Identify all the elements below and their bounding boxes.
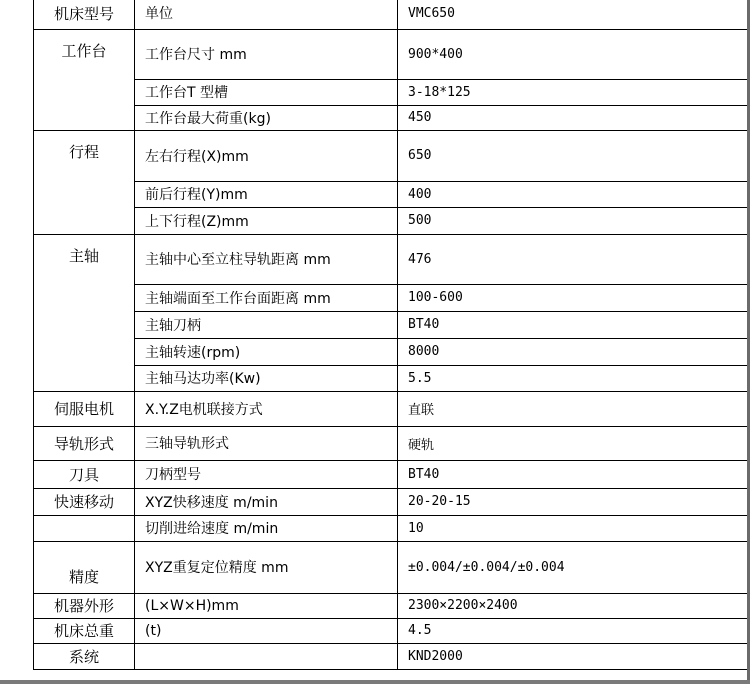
- value-cell: 500: [398, 207, 749, 234]
- value-cell: 硬轨: [398, 426, 749, 460]
- table-row: [34, 593, 749, 618]
- value-cell: 3-18*125: [398, 79, 749, 105]
- table-row: [34, 391, 749, 426]
- value-cell: 650: [398, 130, 749, 181]
- value-cell: KND2000: [398, 643, 749, 669]
- value-cell: ±0.004/±0.004/±0.004: [398, 541, 749, 593]
- table-row: [34, 284, 749, 311]
- category-cell: 系统: [34, 643, 135, 669]
- value-cell: 20-20-15: [398, 488, 749, 515]
- table-row: [34, 79, 749, 105]
- value-cell: 5.5: [398, 365, 749, 391]
- item-cell: 上下行程(Z)mm: [135, 207, 398, 234]
- table-row: [34, 130, 749, 181]
- value-cell: 100-600: [398, 284, 749, 311]
- table-row: [34, 515, 749, 541]
- item-cell: 单位: [135, 0, 398, 29]
- category-cell: 机床总重: [34, 618, 135, 643]
- table-row: [34, 234, 749, 284]
- value-cell: VMC650: [398, 0, 749, 29]
- value-cell: 直联: [398, 391, 749, 426]
- category-cell: [34, 515, 135, 541]
- value-cell: 900*400: [398, 29, 749, 79]
- category-cell: 工作台: [34, 29, 135, 130]
- item-cell: 主轴端面至工作台面距离 mm: [135, 284, 398, 311]
- item-cell: 工作台尺寸 mm: [135, 29, 398, 79]
- category-cell: 导轨形式: [34, 426, 135, 460]
- value-cell: 450: [398, 105, 749, 130]
- table-row: [34, 643, 749, 669]
- table-row: [34, 338, 749, 365]
- bottom-edge-shadow: [0, 680, 750, 684]
- item-cell: (L×W×H)mm: [135, 593, 398, 618]
- value-cell: 8000: [398, 338, 749, 365]
- table-row: [34, 541, 749, 593]
- item-cell: 主轴中心至立柱导轨距离 mm: [135, 234, 398, 284]
- machine-spec-table: [33, 0, 749, 670]
- table-row: [34, 365, 749, 391]
- left-margin: [0, 0, 33, 684]
- item-cell: XYZ快移速度 m/min: [135, 488, 398, 515]
- table-row: [34, 181, 749, 207]
- value-cell: BT40: [398, 311, 749, 338]
- table-row: [34, 488, 749, 515]
- table-row: [34, 618, 749, 643]
- item-cell: 工作台T 型槽: [135, 79, 398, 105]
- value-cell: 10: [398, 515, 749, 541]
- item-cell: 主轴刀柄: [135, 311, 398, 338]
- table-row: [34, 311, 749, 338]
- category-cell: 机器外形: [34, 593, 135, 618]
- item-cell: X.Y.Z电机联接方式: [135, 391, 398, 426]
- category-cell: 机床型号: [34, 0, 135, 29]
- item-cell: 刀柄型号: [135, 460, 398, 488]
- item-cell: 切削进给速度 m/min: [135, 515, 398, 541]
- item-cell: (t): [135, 618, 398, 643]
- item-cell: 主轴马达功率(Kw): [135, 365, 398, 391]
- table-row: [34, 426, 749, 460]
- table-row: [34, 105, 749, 130]
- table-row: [34, 0, 749, 29]
- item-cell: XYZ重复定位精度 mm: [135, 541, 398, 593]
- category-cell: 主轴: [34, 234, 135, 391]
- item-cell: [135, 643, 398, 669]
- item-cell: 工作台最大荷重(kg): [135, 105, 398, 130]
- table-row: [34, 207, 749, 234]
- value-cell: 476: [398, 234, 749, 284]
- category-cell: 精度: [34, 541, 135, 593]
- item-cell: 左右行程(X)mm: [135, 130, 398, 181]
- value-cell: BT40: [398, 460, 749, 488]
- value-cell: 4.5: [398, 618, 749, 643]
- category-cell: 快速移动: [34, 488, 135, 515]
- table-row: [34, 460, 749, 488]
- value-cell: 2300×2200×2400: [398, 593, 749, 618]
- category-cell: 刀具: [34, 460, 135, 488]
- item-cell: 三轴导轨形式: [135, 426, 398, 460]
- table-row: [34, 29, 749, 79]
- category-cell: 行程: [34, 130, 135, 234]
- value-cell: 400: [398, 181, 749, 207]
- item-cell: 前后行程(Y)mm: [135, 181, 398, 207]
- category-cell: 伺服电机: [34, 391, 135, 426]
- item-cell: 主轴转速(rpm): [135, 338, 398, 365]
